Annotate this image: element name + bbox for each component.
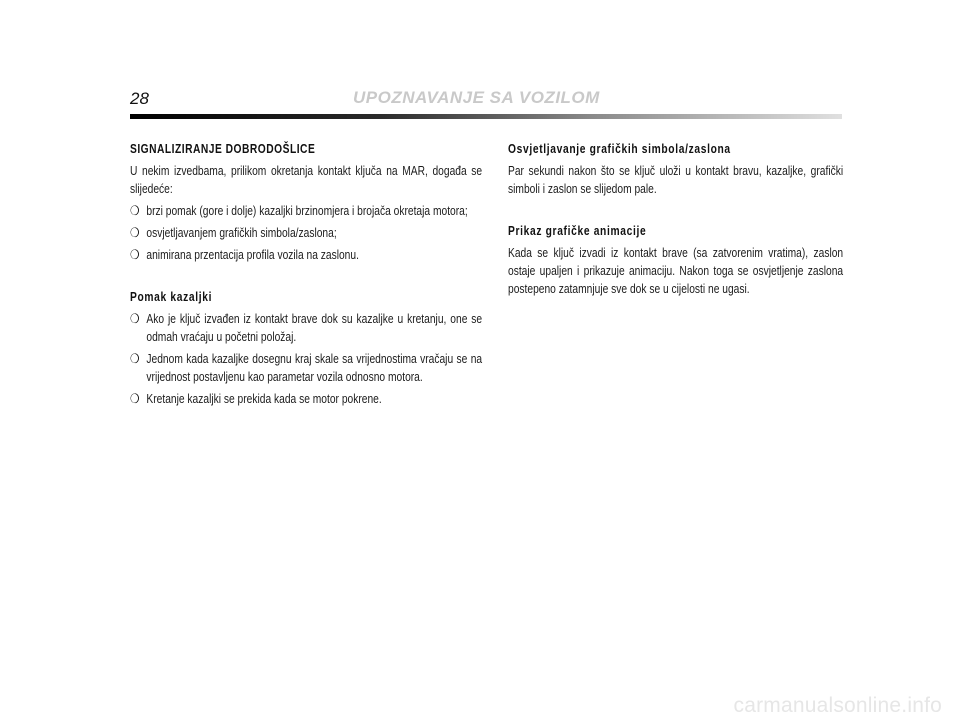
spacer	[508, 202, 843, 222]
lighting-text: Par sekundi nakon što se ključ uloži u kontakt bravu, kazaljke, grafički simboli i zaslon se slijedom pale.	[508, 164, 844, 196]
spacer	[130, 268, 482, 288]
list-item	[130, 224, 482, 242]
hollow-circle-bullet-icon: ❍	[130, 351, 140, 366]
header-rule	[130, 114, 842, 119]
animation-text: Kada se ključ izvadi iz kontakt brave (sa zatvorenim vratima), zaslon ostaje upaljen i prikazuje animaciju. Nakon toga se osvjetljenje zaslona postepeno zatamnjuje sve dok se u cijelosti ne ugasi.	[508, 246, 844, 296]
page-number: 28	[130, 89, 149, 108]
hollow-circle-bullet-icon: ❍	[130, 311, 140, 326]
list-item-text: Ako je ključ izvađen iz kontakt brave dok su kazaljke u kretanju, one se odmah vraćaju u početni položaj.	[146, 312, 483, 344]
list-item	[130, 390, 482, 408]
list-item-text: animirana przentacija profila vozila na zaslonu.	[146, 248, 359, 262]
hollow-circle-bullet-icon: ❍	[130, 391, 140, 406]
header-title: UPOZNAVANJE SA VOZILOM	[353, 88, 600, 107]
list-item	[130, 350, 482, 386]
section-title-animation: Prikaz grafičke animacije	[508, 224, 647, 238]
list-item-text: brzi pomak (gore i dolje) kazaljki brzinomjera i brojača okretaja motora;	[146, 204, 468, 218]
welcome-bullet-list	[130, 202, 482, 264]
list-item-text: osvjetljavanjem grafičkih simbola/zaslona;	[146, 226, 337, 240]
list-item-text: Kretanje kazaljki se prekida kada se motor pokrene.	[146, 392, 382, 406]
hollow-circle-bullet-icon: ❍	[130, 225, 140, 240]
list-item	[130, 310, 482, 346]
watermark: carmanualsonline.info	[733, 694, 942, 717]
list-item-text: Jednom kada kazaljke dosegnu kraj skale sa vrijednostima vračaju se na vrijednost postavljenu kao parametar vozila odnosno motora.	[146, 352, 483, 384]
section-title-lighting: Osvjetljavanje grafičkih simbola/zaslona	[508, 142, 731, 156]
left-column	[130, 140, 482, 412]
section-title-welcome: SIGNALIZIRANJE DOBRODOŠLICE	[130, 142, 316, 156]
hollow-circle-bullet-icon: ❍	[130, 203, 140, 218]
section-title-needles: Pomak kazaljki	[130, 290, 213, 304]
welcome-intro: U nekim izvedbama, prilikom okretanja kontakt ključa na MAR, događa se slijedeće:	[130, 164, 483, 196]
list-item	[130, 246, 482, 264]
right-column	[508, 140, 843, 302]
list-item	[130, 202, 482, 220]
needles-bullet-list	[130, 310, 482, 408]
hollow-circle-bullet-icon: ❍	[130, 247, 140, 262]
